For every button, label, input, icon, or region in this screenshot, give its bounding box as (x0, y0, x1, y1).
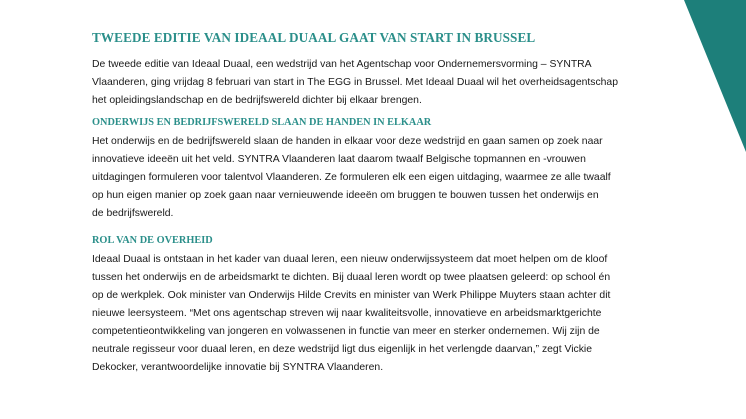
paragraph-line: Het onderwijs en de bedrijfswereld slaan de handen in elkaar voor deze wedstrijd en gaan samen op zoek naar (92, 136, 603, 147)
paragraph-line: tussen het onderwijs en de arbeidsmarkt te dichten. Bij duaal leren wordt op twee plaatsen geleerd: op school én (92, 272, 611, 283)
paragraph-line: op de werkplek. Ook minister van Onderwijs Hilde Crevits en minister van Werk Philippe Muyters staan achter dit (92, 290, 611, 301)
section-heading-onderwijs: ONDERWIJS EN BEDRIJFSWERELD SLAAN DE HANDEN IN ELKAAR (92, 117, 432, 128)
document-body (92, 30, 660, 377)
section-heading-overheid: ROL VAN DE OVERHEID (92, 235, 213, 246)
document-title: TWEEDE EDITIE VAN IDEAAL DUAAL GAAT VAN START IN BRUSSEL (92, 30, 536, 45)
intro-paragraph (92, 56, 660, 110)
intro-line: het opleidingslandschap en de bedrijfswereld dichter bij elkaar brengen. (92, 95, 422, 106)
paragraph-line: neutrale regisseur voor duaal leren, en deze wedstrijd ligt dus eigenlijk in het verlengde daarvan,” zegt Vickie (92, 344, 593, 355)
paragraph-line: Ideaal Duaal is ontstaan in het kader van duaal leren, een nieuw onderwijssysteem dat moet helpen om de kloof (92, 254, 608, 265)
intro-line: De tweede editie van Ideaal Duaal, een wedstrijd van het Agentschap voor Ondernemersvorming – SYNTRA (92, 59, 592, 70)
paragraph-line: Dekocker, verantwoordelijke innovatie bij SYNTRA Vlaanderen. (92, 362, 384, 373)
paragraph-line: de bedrijfswereld. (92, 208, 174, 219)
paragraph-line: innovatieve ideeën uit het veld. SYNTRA Vlaanderen laat daarom twaalf Belgische topmannen en -vrouwen (92, 154, 586, 165)
section-paragraph-onderwijs (92, 133, 660, 223)
intro-line: Vlaanderen, ging vrijdag 8 februari van start in The EGG in Brussel. Met Ideaal Duaal wil het overheidsagentschap (92, 77, 618, 88)
paragraph-line: op hun eigen manier op zoek gaan naar vernieuwende ideeën om bruggen te bouwen tussen het onderwijs en (92, 190, 599, 201)
paragraph-line: nieuwe leersysteem. “Met ons agentschap streven wij naar kwaliteitsvolle, innovatieve en arbeidsmarktgerichte (92, 308, 602, 319)
paragraph-line: uitdagingen formuleren voor talentvol Vlaanderen. Ze formuleren elk een eigen uitdaging, waarmee ze alle twaalf (92, 172, 611, 183)
paragraph-line: competentieontwikkeling van jongeren en volwassenen in functie van meer en sterker ondernemen. Wij zijn de (92, 326, 600, 337)
section-paragraph-overheid (92, 251, 660, 377)
